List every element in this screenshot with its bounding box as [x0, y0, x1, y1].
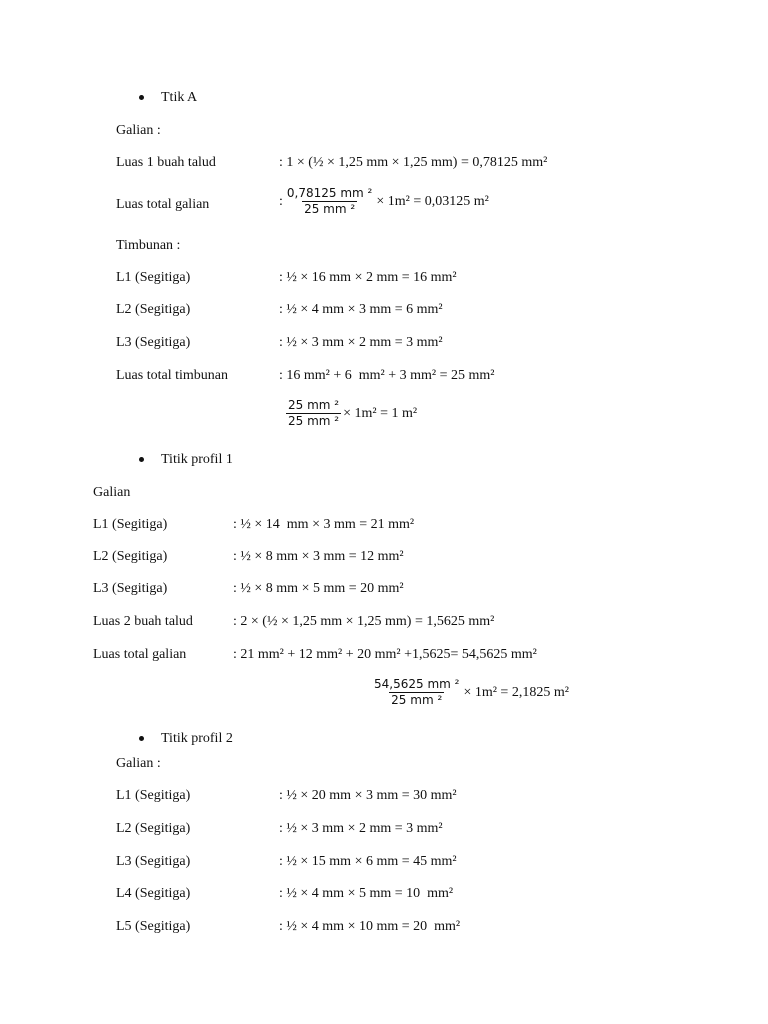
- fraction-numerator: 0,78125 mm ²: [286, 186, 373, 200]
- row-label: Luas total timbunan: [116, 368, 228, 383]
- fraction: [286, 398, 341, 429]
- fraction-denominator: 25 mm ²: [391, 693, 443, 707]
- row-label: L1 (Segitiga): [93, 517, 168, 532]
- row-label: Luas 2 buah talud: [93, 614, 193, 629]
- fraction-numerator: 25 mm ²: [288, 398, 340, 412]
- row-value: : ½ × 8 mm × 5 mm = 20 mm²: [233, 581, 404, 596]
- fraction-result: × 1m² = 1 m²: [343, 405, 418, 421]
- galian-label: Galian :: [116, 123, 161, 138]
- row-label: L2 (Segitiga): [116, 302, 191, 317]
- fraction-denominator: 25 mm ²: [304, 202, 356, 216]
- row-label: L3 (Segitiga): [116, 854, 191, 869]
- row-value: : 2 × (½ × 1,25 mm × 1,25 mm) = 1,5625 mm²: [233, 614, 495, 629]
- row-value: : ½ × 16 mm × 2 mm = 16 mm²: [279, 270, 457, 285]
- luas-talud-value: : 1 × (½ × 1,25 mm × 1,25 mm) = 0,78125 mm²: [279, 155, 548, 170]
- timbunan-label: Timbunan :: [116, 238, 181, 253]
- galian-label: Galian: [93, 485, 131, 500]
- profil-1-formula: [370, 677, 569, 708]
- row-label: L1 (Segitiga): [116, 788, 191, 803]
- row-label: L5 (Segitiga): [116, 919, 191, 934]
- heading-titik-profil-1: Titik profil 1: [161, 452, 233, 467]
- luas-total-galian-formula: [279, 186, 489, 217]
- row-value: : ½ × 4 mm × 5 mm = 10 mm²: [279, 886, 454, 901]
- row-label: L3 (Segitiga): [93, 581, 168, 596]
- row-value: : 16 mm² + 6 mm² + 3 mm² = 25 mm²: [279, 368, 495, 383]
- row-value: : ½ × 15 mm × 6 mm = 45 mm²: [279, 854, 457, 869]
- fraction-result: × 1m² = 2,1825 m²: [463, 684, 569, 700]
- fraction: [372, 677, 461, 708]
- row-label: L4 (Segitiga): [116, 886, 191, 901]
- formula-colon: :: [279, 193, 283, 209]
- row-label: L3 (Segitiga): [116, 335, 191, 350]
- row-value: : ½ × 4 mm × 3 mm = 6 mm²: [279, 302, 443, 317]
- row-value: : ½ × 3 mm × 2 mm = 3 mm²: [279, 335, 443, 350]
- fraction: [285, 186, 374, 217]
- bullet-icon: [139, 736, 144, 741]
- row-value: : 21 mm² + 12 mm² + 20 mm² +1,5625= 54,5625 mm²: [233, 647, 537, 662]
- row-label: Luas total galian: [93, 647, 187, 662]
- fraction-denominator: 25 mm ²: [288, 414, 340, 428]
- row-value: : ½ × 8 mm × 3 mm = 12 mm²: [233, 549, 404, 564]
- fraction-numerator: 54,5625 mm ²: [374, 677, 460, 691]
- luas-talud-label: Luas 1 buah talud: [116, 155, 216, 170]
- row-value: : ½ × 4 mm × 10 mm = 20 mm²: [279, 919, 461, 934]
- luas-total-galian-label: Luas total galian: [116, 197, 210, 212]
- heading-titik-a: Ttik A: [161, 90, 198, 105]
- bullet-icon: [139, 457, 144, 462]
- row-value: : ½ × 20 mm × 3 mm = 30 mm²: [279, 788, 457, 803]
- bullet-icon: [139, 95, 144, 100]
- row-value: : ½ × 14 mm × 3 mm = 21 mm²: [233, 517, 415, 532]
- fraction-result: × 1m² = 0,03125 m²: [376, 193, 489, 209]
- row-label: L1 (Segitiga): [116, 270, 191, 285]
- timbunan-formula: [284, 398, 417, 429]
- galian-label: Galian :: [116, 756, 161, 771]
- heading-titik-profil-2: Titik profil 2: [161, 731, 233, 746]
- row-label: L2 (Segitiga): [116, 821, 191, 836]
- row-value: : ½ × 3 mm × 2 mm = 3 mm²: [279, 821, 443, 836]
- row-label: L2 (Segitiga): [93, 549, 168, 564]
